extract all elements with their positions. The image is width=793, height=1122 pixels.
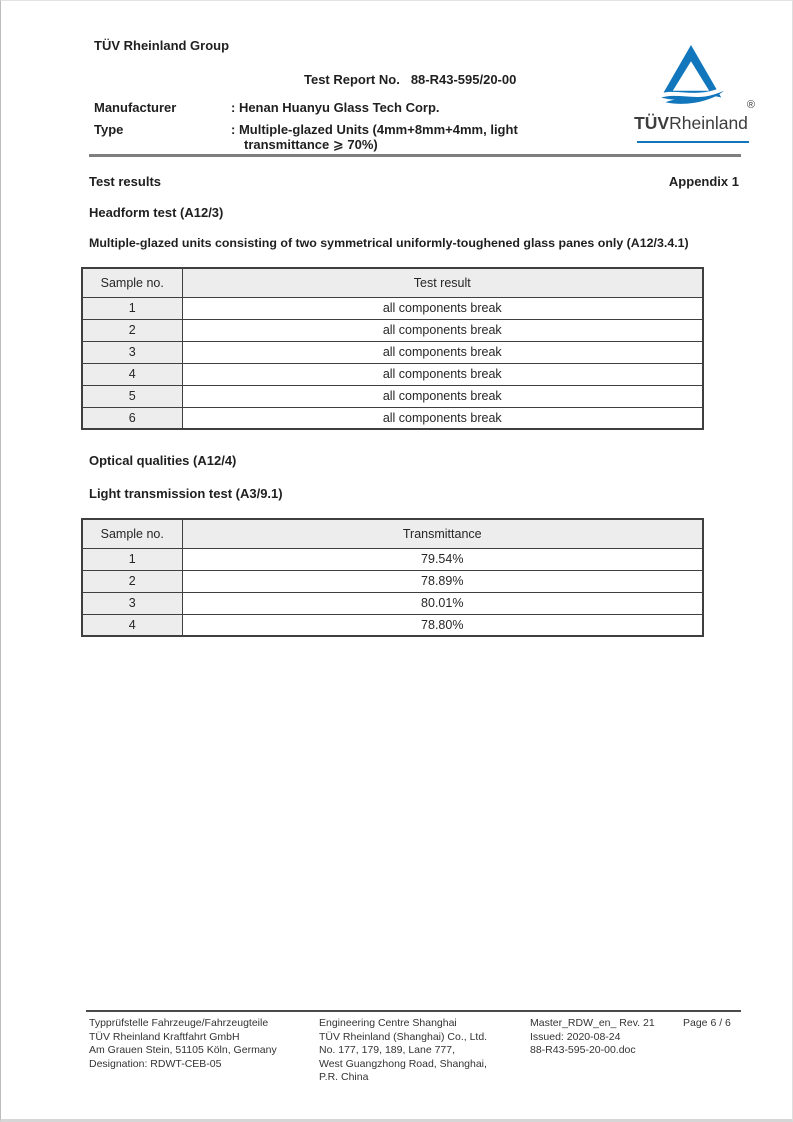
table-header-row (82, 519, 703, 548)
table-row (82, 407, 703, 429)
footer-line: TÜV Rheinland (Shanghai) Co., Ltd. (319, 1030, 488, 1043)
logo-wordmark (629, 99, 755, 134)
sample-no-cell: 2 (82, 319, 182, 341)
footer-line: 88-R43-595-20-00.doc (530, 1044, 636, 1056)
table-row (82, 548, 703, 570)
type-value-line1: : Multiple-glazed Units (4mm+8mm+4mm, light (231, 122, 518, 137)
transmittance-cell: 78.89% (182, 570, 703, 592)
footer-line: Issued: 2020-08-24 (530, 1030, 621, 1043)
type-row (94, 122, 574, 153)
table-row (82, 363, 703, 385)
footer-line: No. 177, 179, 189, Lane 777, (319, 1044, 456, 1056)
report-number-value: 88-R43-595/20-00 (410, 72, 517, 87)
type-value-line2: transmittance ⩾ 70%) (244, 137, 378, 152)
sample-no-cell: 4 (82, 363, 182, 385)
footer-line: TÜV Rheinland Kraftfahrt GmbH (89, 1030, 240, 1043)
table-row (82, 592, 703, 614)
type-label: Type (94, 122, 124, 137)
sample-no-cell: 1 (82, 548, 182, 570)
sample-no-cell: 3 (82, 341, 182, 363)
manufacturer-label: Manufacturer (94, 100, 177, 115)
table-row (82, 297, 703, 319)
logo-rheinland-text: Rheinland (669, 113, 748, 133)
test-result-cell: all components break (182, 319, 703, 341)
manufacturer-row (94, 100, 574, 115)
sample-no-cell: 3 (82, 592, 182, 614)
test-result-cell: all components break (182, 385, 703, 407)
report-number-line (304, 72, 516, 87)
transmittance-cell: 78.80% (182, 614, 703, 636)
table-row (82, 614, 703, 636)
footer-document-info (530, 1017, 655, 1058)
footer-line: Engineering Centre Shanghai (319, 1017, 457, 1029)
optical-qualities-heading: Optical qualities (A12/4) (89, 453, 237, 468)
footer-line: Master_RDW_en_ Rev. 21 (530, 1017, 655, 1029)
test-result-cell: all components break (182, 341, 703, 363)
sample-no-cell: 5 (82, 385, 182, 407)
table-row (82, 570, 703, 592)
light-transmission-heading: Light transmission test (A3/9.1) (89, 486, 283, 501)
column-header-transmittance: Transmittance (182, 519, 703, 548)
table-row (82, 341, 703, 363)
registered-trademark-symbol: ® (746, 99, 755, 111)
logo-underline (637, 141, 749, 143)
sample-no-cell: 2 (82, 570, 182, 592)
column-header-sample-no: Sample no. (82, 519, 182, 548)
headform-test-subheading: Multiple-glazed units consisting of two symmetrical uniformly-toughened glass panes only (A12/3.4.1) (89, 236, 689, 250)
headform-results-table (81, 267, 704, 430)
footer-line: Typprüfstelle Fahrzeuge/Fahrzeugteile (89, 1017, 269, 1029)
table-row (82, 385, 703, 407)
tuv-triangle-icon (656, 43, 726, 109)
test-results-heading: Test results (89, 174, 162, 189)
company-name: TÜV Rheinland Group (94, 38, 230, 53)
manufacturer-value: : Henan Huanyu Glass Tech Corp. (231, 100, 440, 115)
footer-address-cologne (89, 1017, 277, 1071)
column-header-test-result: Test result (182, 268, 703, 297)
transmittance-cell: 79.54% (182, 548, 703, 570)
type-value (231, 122, 551, 153)
report-number-label: Test Report No. (304, 72, 400, 87)
footer-line: Am Grauen Stein, 51105 Köln, Germany (89, 1044, 277, 1056)
footer-divider (86, 1010, 741, 1012)
logo-tuv-text: TÜV (634, 113, 670, 133)
headform-test-heading: Headform test (A12/3) (89, 205, 224, 220)
footer-line: Designation: RDWT-CEB-05 (89, 1057, 222, 1070)
sample-no-cell: 6 (82, 407, 182, 429)
sample-no-cell: 1 (82, 297, 182, 319)
header-divider (89, 154, 741, 157)
footer-line: P.R. China (319, 1071, 369, 1083)
column-header-sample-no: Sample no. (82, 268, 182, 297)
test-result-cell: all components break (182, 407, 703, 429)
footer-page-number (683, 1017, 731, 1031)
table-row (82, 319, 703, 341)
table-header-row (82, 268, 703, 297)
footer-address-shanghai (319, 1017, 487, 1085)
sample-no-cell: 4 (82, 614, 182, 636)
transmittance-table (81, 518, 704, 637)
test-result-cell: all components break (182, 297, 703, 319)
tuv-rheinland-logo (629, 43, 753, 143)
page-indicator: Page 6 / 6 (683, 1017, 731, 1029)
footer-line: West Guangzhong Road, Shanghai, (319, 1057, 487, 1070)
appendix-label: Appendix 1 (668, 174, 739, 189)
test-result-cell: all components break (182, 363, 703, 385)
transmittance-cell: 80.01% (182, 592, 703, 614)
